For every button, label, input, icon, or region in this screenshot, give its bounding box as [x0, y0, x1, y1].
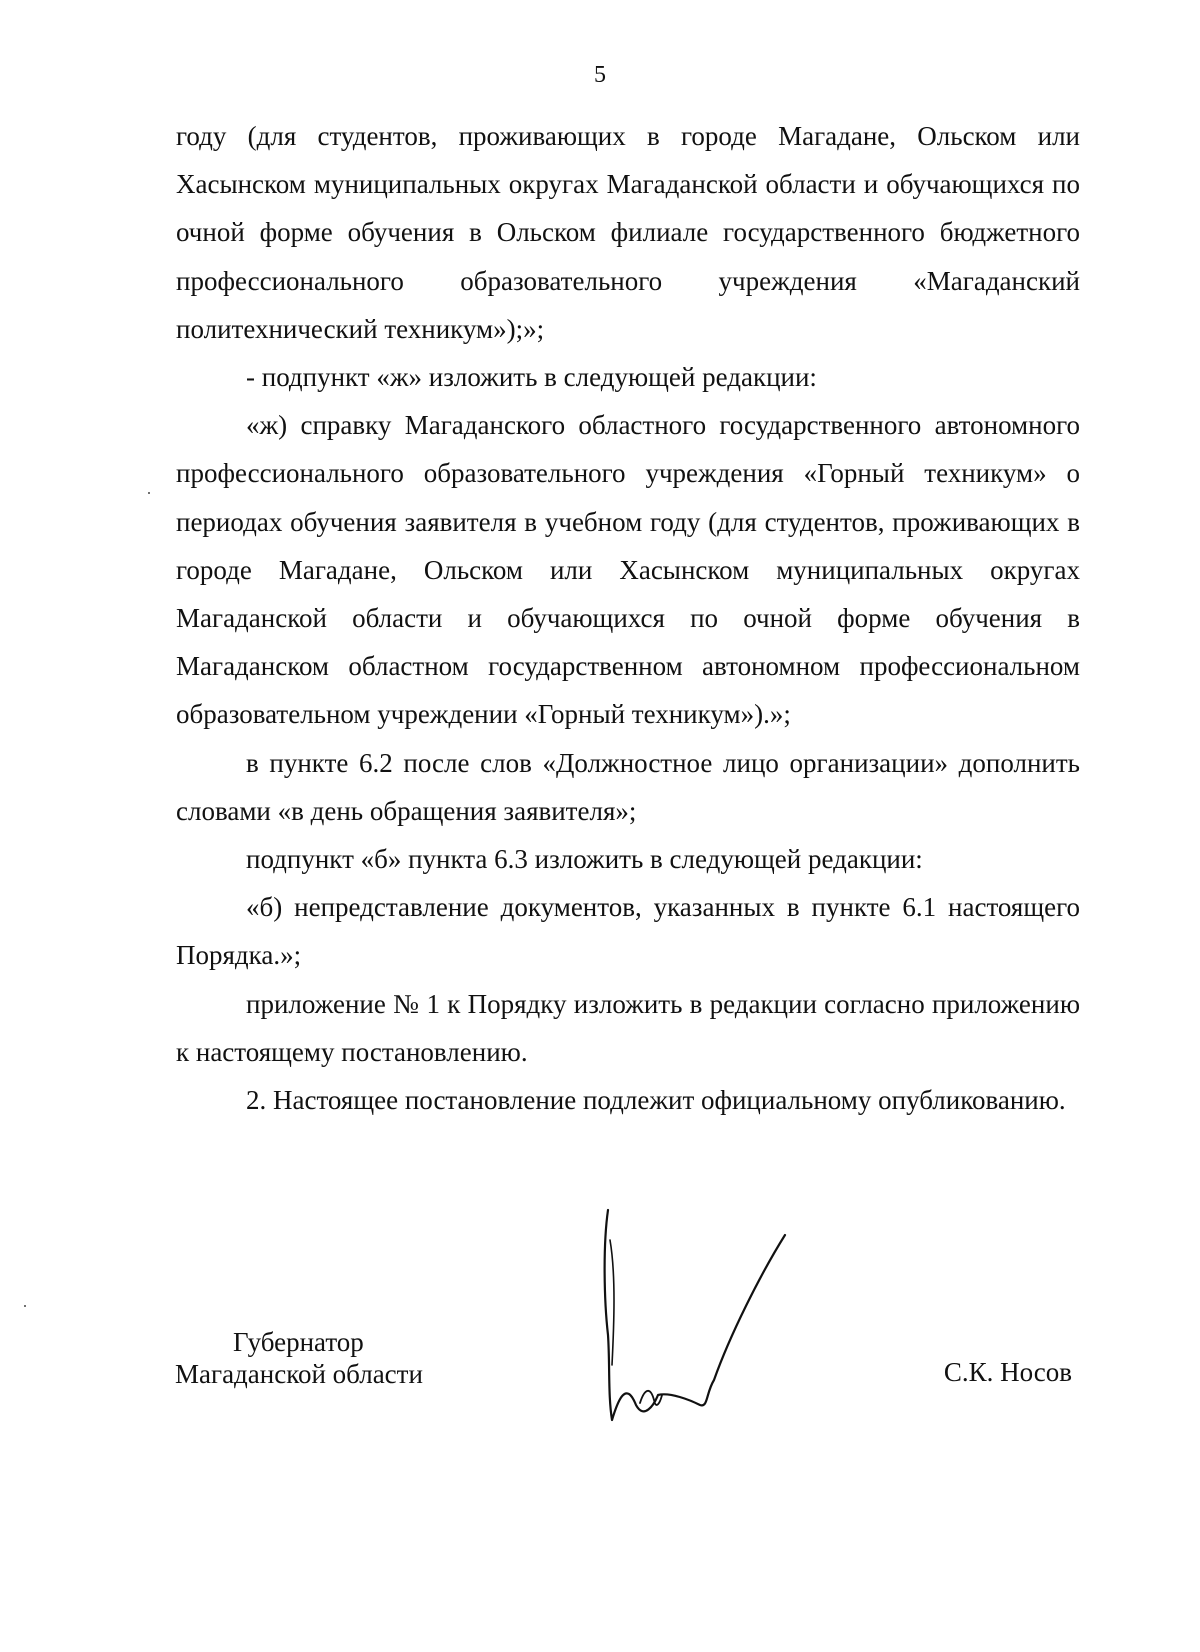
paragraph: «ж) справку Магаданского областного государственного автономного профессионального образовательного учреждения «Горный техникум» о периодах обучения заявителя в учебном году (для студентов, проживающих в городе Магадане, Ольском или Хасынском муниципальных округах Магаданской области и обучающихся по очной форме обучения в Магаданском областном государственном автономном профессиональном образовательном учреждении «Горный техникум»).»; [176, 410, 1080, 730]
signatory-title [175, 1326, 423, 1390]
document-body [176, 112, 1080, 1124]
paragraph: «б) непредставление документов, указанных в пункте 6.1 настоящего Порядка.»; [176, 892, 1080, 971]
paragraph: году (для студентов, проживающих в городе Магадане, Ольском или Хасынском муниципальных округах Магаданской области и обучающихся по очной форме обучения в Ольском филиале государственного бюджетного профессионального образовательного учреждения «Магаданский политехнический техникум»);»; [176, 121, 1080, 344]
paragraph: приложение № 1 к Порядку изложить в редакции согласно приложению к настоящему постановлению. [176, 988, 1080, 1067]
scan-speck [148, 492, 150, 494]
signatory-title-line1: Губернатор [233, 1327, 364, 1357]
paragraph: 2. Настоящее постановление подлежит официальному опубликованию. [246, 1085, 1066, 1116]
page-number: 5 [594, 62, 606, 88]
paragraph: в пункте 6.2 после слов «Должностное лицо организации» дополнить словами «в день обращения заявителя»; [176, 747, 1080, 826]
scan-speck [24, 1305, 26, 1307]
signatory-title-line2: Магаданской области [175, 1359, 423, 1389]
paragraph: - подпункт «ж» изложить в следующей редакции: [246, 362, 817, 393]
signatory-name: С.К. Носов [943, 1357, 1072, 1387]
handwritten-signature [600, 1205, 840, 1445]
paragraph: подпункт «б» пункта 6.3 изложить в следующей редакции: [246, 844, 923, 875]
